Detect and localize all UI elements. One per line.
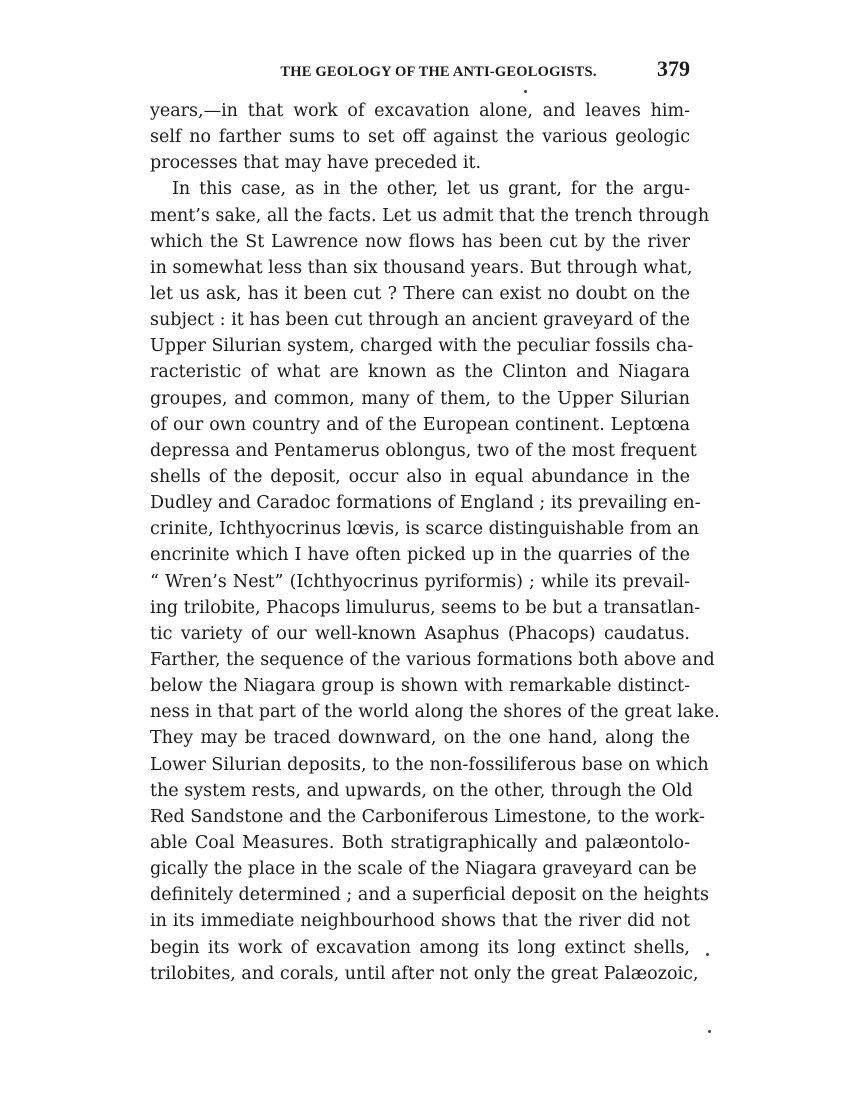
- text-line: in its immediate neighbourhood shows that the river did not: [150, 911, 690, 932]
- text-line: years,—in that work of excavation alone, and leaves him-: [150, 101, 690, 121]
- text-line: in somewhat less than six thousand years. But through what,: [150, 257, 693, 278]
- text-line: tic variety of our well-known Asaphus (Phacops) caudatus.: [150, 623, 690, 644]
- text-line: encrinite which I have often picked up in the quarries of the: [150, 545, 690, 566]
- text-line: ing trilobite, Phacops limulurus, seems to be but a transatlan-: [150, 597, 701, 618]
- text-line: able Coal Measures. Both stratigraphically and palæontolo-: [150, 832, 690, 853]
- text-line: Farther, the sequence of the various formations both above and: [150, 649, 715, 670]
- text-line: self no farther sums to set off against the various geologic: [150, 127, 690, 148]
- running-head: [150, 56, 690, 82]
- text-line: crinite, Ichthyocrinus lœvis, is scarce distinguishable from an: [150, 519, 700, 540]
- text-line: definitely determined ; and a superficial deposit on the heights: [150, 885, 709, 906]
- text-line: groupes, and common, many of them, to the Upper Silurian: [150, 388, 690, 409]
- print-speck: [706, 953, 709, 956]
- text-line: “ Wren’s Nest” (Ichthyocrinus pyriformis) ; while its prevail-: [150, 571, 690, 592]
- print-speck: [524, 90, 527, 93]
- print-speck: [708, 1030, 711, 1033]
- text-line: depressa and Pentamerus oblongus, two of the most frequent: [150, 440, 697, 461]
- text-line: They may be traced downward, on the one hand, along the: [150, 728, 690, 749]
- text-line: begin its work of excavation among its long extinct shells,: [150, 937, 690, 958]
- text-line: Dudley and Caradoc formations of England ; its prevailing en-: [150, 493, 701, 514]
- text-line: of our own country and of the European continent. Leptœna: [150, 414, 690, 435]
- text-line: racteristic of what are known as the Clinton and Niagara: [150, 362, 690, 383]
- text-line: trilobites, and corals, until after not only the great Palæozoic,: [150, 963, 699, 984]
- text-line: processes that may have preceded it.: [150, 153, 482, 174]
- text-line: below the Niagara group is shown with remarkable distinct-: [150, 676, 690, 697]
- text-line: gically the place in the scale of the Niagara graveyard can be: [150, 859, 697, 880]
- text-line: subject : it has been cut through an ancient graveyard of the: [150, 310, 690, 331]
- text-line: shells of the deposit, occur also in equal abundance in the: [150, 466, 690, 487]
- text-line: which the St Lawrence now flows has been cut by the river: [150, 231, 690, 252]
- paragraph-first-line: In this case, as in the other, let us grant, for the argu-: [172, 179, 690, 200]
- text-line: Upper Silurian system, charged with the peculiar fossils cha-: [150, 336, 694, 357]
- body-text: [150, 98, 720, 987]
- running-title: THE GEOLOGY OF THE ANTI-GEOLOGISTS.: [280, 64, 597, 80]
- text-line: the system rests, and upwards, on the other, through the Old: [150, 780, 693, 801]
- text-line: let us ask, has it been cut ? There can exist no doubt on the: [150, 283, 690, 304]
- text-line: ment’s sake, all the facts. Let us admit that the trench through: [150, 205, 710, 226]
- text-line: ness in that part of the world along the shores of the great lake.: [150, 702, 720, 723]
- text-line: Red Sandstone and the Carboniferous Limestone, to the work-: [150, 806, 705, 827]
- page-number: 379: [657, 56, 690, 81]
- text-line: Lower Silurian deposits, to the non-fossiliferous base on which: [150, 754, 709, 775]
